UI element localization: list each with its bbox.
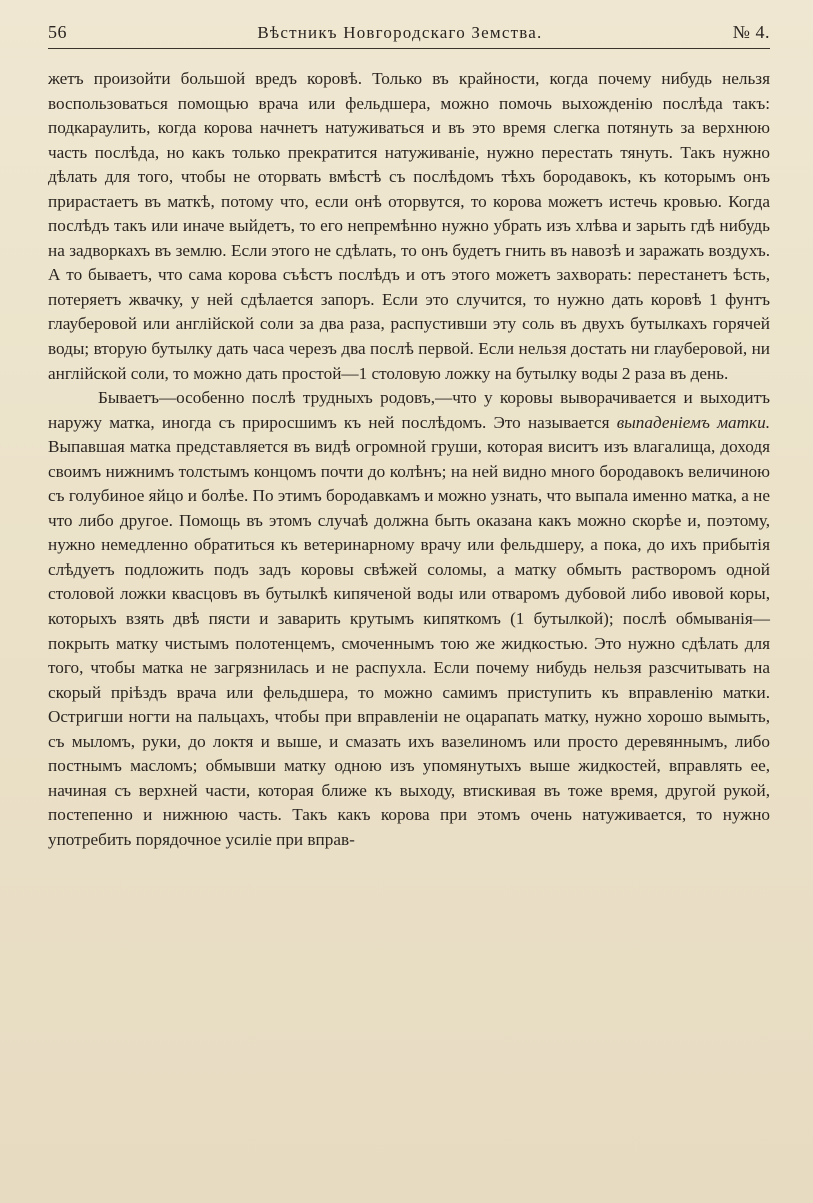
header-rule — [48, 48, 770, 49]
paragraph-2-rest: Выпавшая матка представляется въ видѣ огромной груши, которая виситъ изъ влагалища, доходя своимъ нижнимъ толстымъ концомъ почти до колѣнъ; на ней видно много бородавокъ величиною съ голубиное яйцо и болѣе. По этимъ бородавкамъ и можно узнать, что выпала именно матка, а не что либо другое. Помощь въ этомъ случаѣ должна быть оказана какъ можно скорѣе и, поэтому, нужно немедленно обратиться къ ветеринарному врачу или фельдшеру, а пока, до ихъ прибытія слѣдуетъ подложить подъ задъ коровы свѣжей соломы, а матку обмыть растворомъ одной столовой ложки квасцовъ въ бутылкѣ кипяченой воды или отваромъ дубовой либо ивовой коры, которыхъ взять двѣ пясти и заварить крутымъ кипяткомъ (1 бутылкой); послѣ обмыванія—покрыть матку чистымъ полотенцемъ, смоченнымъ тою же жидкостью. Это нужно сдѣлать для того, чтобы матка не загрязнилась и не распухла. Если почему нибудь нельзя разсчитывать на скорый пріѣздъ врача или фельдшера, то можно самимъ приступить къ вправленію матки. Остригши ногти на пальцахъ, чтобы при вправленіи не оцарапать матку, нужно хорошо вымыть, съ мыломъ, руки, до локтя и выше, и смазать ихъ вазелиномъ или просто деревяннымъ, либо постнымъ масломъ; обмывши матку одною изъ упомянутыхъ выше жидкостей, вправлять ее, начиная съ верхней части, которая ближе къ выходу, втискивая въ тоже время, другой рукой, постепенно и нижнюю часть. Такъ какъ корова при этомъ очень натуживается, то нужно употребить порядочное усиліе при вправ- — [48, 437, 770, 849]
term-uterine-prolapse: выпаденіемъ матки. — [616, 412, 770, 432]
page-number: 56 — [48, 22, 67, 42]
running-header — [48, 22, 770, 48]
paragraph-2 — [48, 386, 770, 852]
journal-title: Вѣстникъ Новгородскаго Земства. — [257, 23, 543, 42]
issue-number: № 4. — [732, 22, 770, 42]
article-body — [48, 67, 770, 853]
paragraph-1: жетъ произойти большой вредъ коровѣ. Только въ крайности, когда почему нибудь нельзя воспользоваться помощью врача или фельдшера, можно помочь выхожденію послѣда такъ: подкараулить, когда корова начнетъ натуживаться и въ это время слегка потянуть за верхнюю часть послѣда, но какъ только прекратится натуживаніе, нужно перестать тянуть. Такъ нужно дѣлать для того, чтобы не оторвать вмѣстѣ съ послѣдомъ тѣхъ бородавокъ, къ которымъ онъ прирастаетъ въ маткѣ, потому что, если онѣ оторвутся, то корова можетъ истечь кровью. Когда послѣдъ такъ или иначе выйдетъ, то его непремѣнно нужно убрать изъ хлѣва и зарыть гдѣ нибудь на задворкахъ въ землю. Если этого не сдѣлать, то онъ будетъ гнить въ навозѣ и заражать воздухъ. А то бываетъ, что сама корова съѣстъ послѣдъ и отъ этого можетъ захворать: перестанетъ ѣсть, потеряетъ жвачку, у ней сдѣлается запоръ. Если это случится, то нужно дать коровѣ 1 фунтъ глауберовой или англійской соли за два раза, распустивши эту соль въ двухъ бутылкахъ горячей воды; вторую бутылку дать часа черезъ два послѣ первой. Если нельзя достать ни глауберовой, ни англійской соли, то можно дать простой—1 столовую ложку на бутылку воды 2 раза въ день. — [48, 69, 770, 383]
paragraph-2-start: Бываетъ—особенно послѣ трудныхъ родовъ,—что у коровы выворачивается и выходитъ наружу матка, иногда съ приросшимъ къ ней послѣдомъ. Это называется — [48, 388, 770, 432]
